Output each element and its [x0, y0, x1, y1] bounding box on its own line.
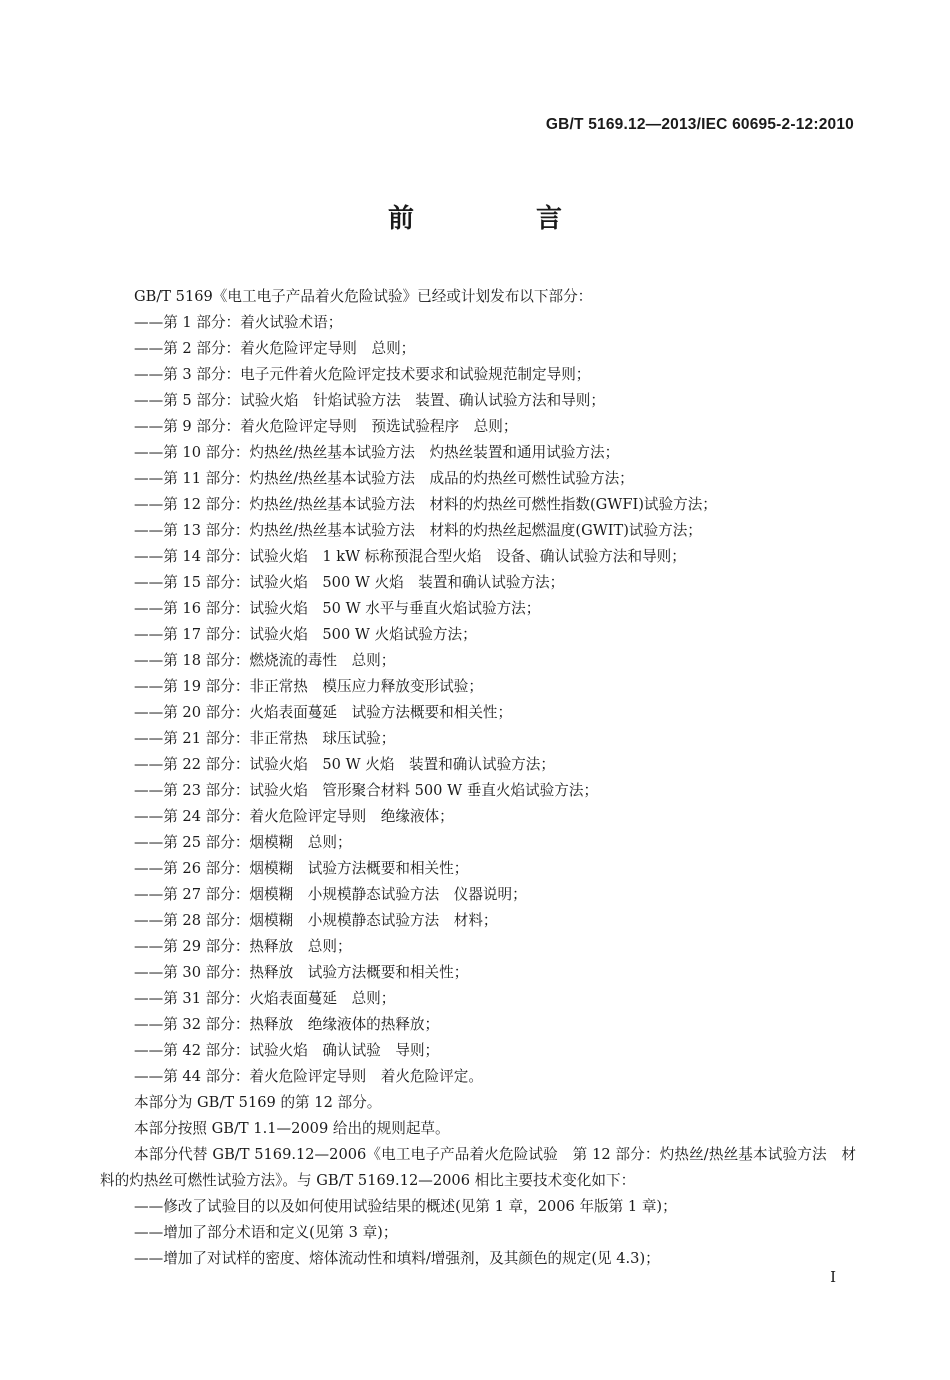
list-item: ——第 13 部分：灼热丝/热丝基本试验方法 材料的灼热丝起燃温度(GWIT)试验方法； [134, 522, 702, 539]
foreword-body [100, 284, 856, 1272]
statement-paragraph: 本部分按照 GB/T 1.1—2009 给出的规则起草。 [134, 1120, 450, 1137]
list-item: ——第 9 部分：着火危险评定导则 预选试验程序 总则； [134, 418, 518, 435]
list-item: ——第 24 部分：着火危险评定导则 绝缘液体； [134, 808, 454, 825]
list-item: ——第 27 部分：烟模糊 小规模静态试验方法 仪器说明； [134, 886, 527, 903]
list-item: ——第 12 部分：灼热丝/热丝基本试验方法 材料的灼热丝可燃性指数(GWFI)试验方法； [134, 496, 717, 513]
intro-paragraph: GB/T 5169《电工电子产品着火危险试验》已经或计划发布以下部分： [134, 288, 593, 305]
list-item: ——第 2 部分：着火危险评定导则 总则； [134, 340, 416, 357]
list-item: ——增加了对试样的密度、熔体流动性和填料/增强剂，及其颜色的规定(见 4.3)； [134, 1250, 660, 1267]
list-item: ——第 30 部分：热释放 试验方法概要和相关性； [134, 964, 469, 981]
page-title: 前 言 [387, 204, 610, 234]
list-item: ——第 26 部分：烟模糊 试验方法概要和相关性； [134, 860, 469, 877]
list-item: ——第 14 部分：试验火焰 1 kW 标称预混合型火焰 设备、确认试验方法和导则； [134, 548, 686, 565]
list-item: ——修改了试验目的以及如何使用试验结果的概述(见第 1 章，2006 年版第 1 章)； [134, 1198, 677, 1215]
list-item: ——增加了部分术语和定义(见第 3 章)； [134, 1224, 398, 1241]
list-item: ——第 44 部分：着火危险评定导则 着火危险评定。 [134, 1068, 483, 1085]
list-item: ——第 1 部分：着火试验术语； [134, 314, 343, 331]
list-item: ——第 29 部分：热释放 总则； [134, 938, 352, 955]
list-item: ——第 3 部分：电子元件着火危险评定技术要求和试验规范制定导则； [134, 366, 591, 383]
list-item: ——第 11 部分：灼热丝/热丝基本试验方法 成品的灼热丝可燃性试验方法； [134, 470, 634, 487]
list-item: ——第 20 部分：火焰表面蔓延 试验方法概要和相关性； [134, 704, 513, 721]
list-item: ——第 21 部分：非正常热 球压试验； [134, 730, 396, 747]
changes-list [100, 1194, 856, 1272]
list-item: ——第 28 部分：烟模糊 小规模静态试验方法 材料； [134, 912, 498, 929]
parts-list [100, 310, 856, 1090]
list-item: ——第 17 部分：试验火焰 500 W 火焰试验方法； [134, 626, 477, 643]
list-item: ——第 23 部分：试验火焰 管形聚合材料 500 W 垂直火焰试验方法； [134, 782, 599, 799]
page-number: I [830, 1268, 836, 1286]
list-item: ——第 5 部分：试验火焰 针焰试验方法 装置、确认试验方法和导则； [134, 392, 605, 409]
list-item: ——第 42 部分：试验火焰 确认试验 导则； [134, 1042, 440, 1059]
list-item: ——第 10 部分：灼热丝/热丝基本试验方法 灼热丝装置和通用试验方法； [134, 444, 620, 461]
list-item: ——第 25 部分：烟模糊 总则； [134, 834, 352, 851]
list-item: ——第 22 部分：试验火焰 50 W 火焰 装置和确认试验方法； [134, 756, 555, 773]
list-item: ——第 32 部分：热释放 绝缘液体的热释放； [134, 1016, 440, 1033]
statement-paragraph: 本部分为 GB/T 5169 的第 12 部分。 [134, 1094, 382, 1111]
replacement-paragraph: 本部分代替 GB/T 5169.12—2006《电工电子产品着火危险试验 第 12 部分：灼热丝/热丝基本试验方法 材料的灼热丝可燃性试验方法》。与 GB/T 5169.12—2006 相比主要技术变化如下： [100, 1146, 856, 1189]
standard-code: GB/T 5169.12—2013/IEC 60695-2-12:2010 [545, 116, 854, 133]
list-item: ——第 18 部分：燃烧流的毒性 总则； [134, 652, 396, 669]
list-item: ——第 16 部分：试验火焰 50 W 水平与垂直火焰试验方法； [134, 600, 541, 617]
list-item: ——第 31 部分：火焰表面蔓延 总则； [134, 990, 396, 1007]
list-item: ——第 15 部分：试验火焰 500 W 火焰 装置和确认试验方法； [134, 574, 565, 591]
list-item: ——第 19 部分：非正常热 模压应力释放变形试验； [134, 678, 483, 695]
